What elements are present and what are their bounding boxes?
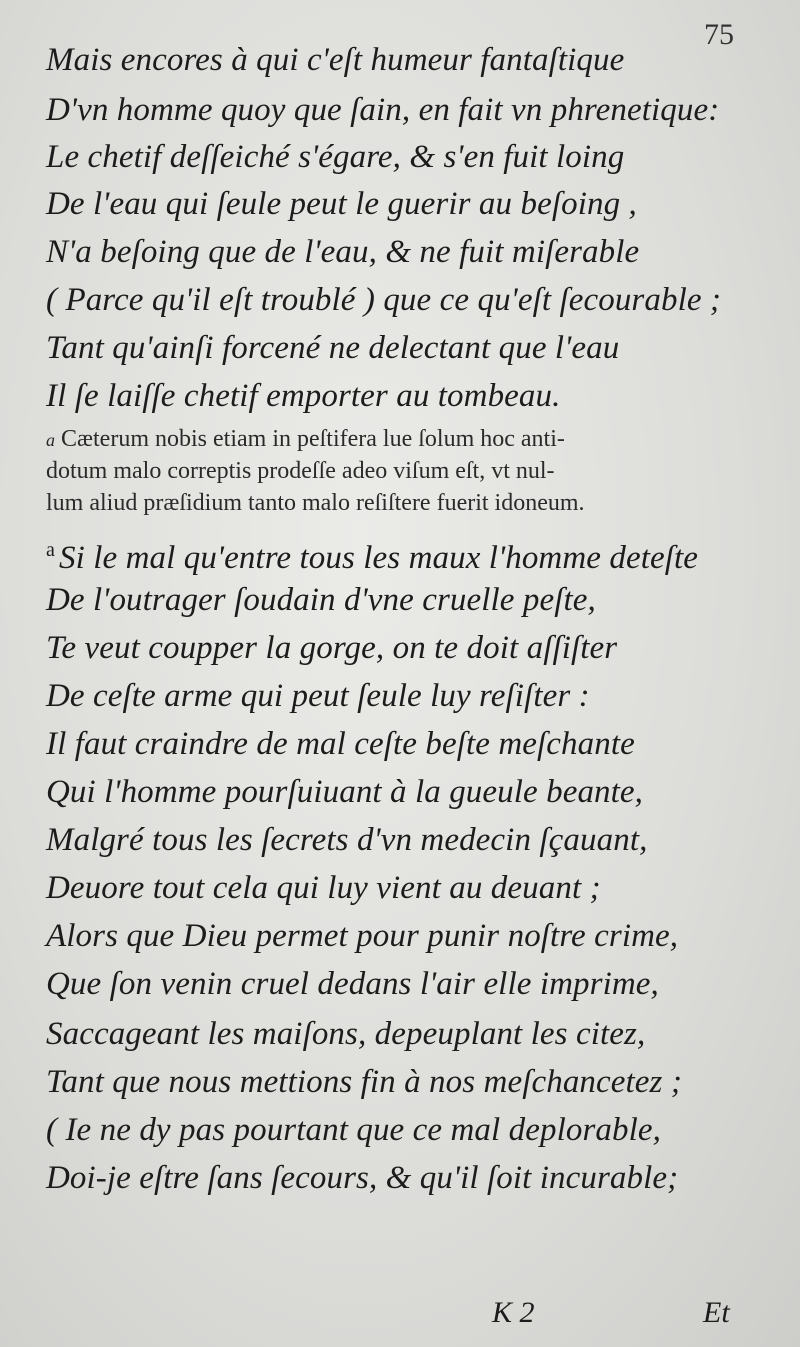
verse-line: Saccageant les maiſons, depeuplant les citez, — [46, 1016, 646, 1052]
verse-line: Malgré tous les ſecrets d'vn medecin ſçauant, — [46, 822, 648, 858]
verse-line: D'vn homme quoy que ſain, en fait vn phrenetique: — [46, 92, 720, 128]
verse-line: De l'eau qui ſeule peut le guerir au beſoing , — [46, 186, 637, 222]
verse-line: N'a beſoing que de l'eau, & ne fuit miſerable — [46, 234, 640, 270]
verse-line: De ceſte arme qui peut ſeule luy reſiſter : — [46, 678, 590, 714]
verse-line: Que ſon venin cruel dedans l'air elle imprime, — [46, 966, 659, 1002]
note-mark: a — [46, 430, 55, 450]
verse-line: Il faut craindre de mal ceſte beſte meſchante — [46, 726, 635, 762]
verse-line: De l'outrager ſoudain d'vne cruelle peſte, — [46, 582, 596, 618]
verse-line: ( Ie ne dy pas pourtant que ce mal deplorable, — [46, 1112, 661, 1148]
note-line: lum aliud præſidium tanto malo reſiſtere fuerit idoneum. — [46, 490, 585, 516]
page-number: 75 — [704, 18, 734, 51]
verse-line: Mais encores à qui c'eſt humeur fantaſtique — [46, 42, 625, 78]
verse-line: Alors que Dieu permet pour punir noſtre crime, — [46, 918, 679, 954]
note-line: dotum malo correptis prodeſſe adeo viſum eſt, vt nul- — [46, 458, 555, 484]
verse-line: Qui l'homme pourſuiuant à la gueule beante, — [46, 774, 644, 810]
verse-line: Le chetif deſſeiché s'égare, & s'en fuit loing — [46, 139, 625, 175]
verse-line: Doi-je eſtre ſans ſecours, & qu'il ſoit incurable; — [46, 1160, 679, 1196]
verse-line: Tant qu'ainſi forcené ne delectant que l'eau — [46, 330, 620, 366]
verse-line: Te veut coupper la gorge, on te doit aſſiſter — [46, 630, 618, 666]
verse-line: ( Parce qu'il eſt troublé ) que ce qu'eſt ſecourable ; — [46, 282, 722, 318]
verse-line: Deuore tout cela qui luy vient au deuant ; — [46, 870, 601, 906]
note-line: a Cæterum nobis etiam in peſtifera lue ſolum hoc anti- — [46, 426, 565, 452]
verse-line: Il ſe laiſſe chetif emporter au tombeau. — [46, 378, 561, 414]
note-reference-mark: a — [46, 539, 55, 561]
catchword: Et — [703, 1296, 730, 1329]
signature-mark: K 2 — [492, 1296, 535, 1329]
verse-line: $^a$ Si le mal qu'entre tous les maux l'homme deteſte — [46, 539, 699, 576]
verse-line: Tant que nous mettions fin à nos meſchancetez ; — [46, 1064, 682, 1100]
